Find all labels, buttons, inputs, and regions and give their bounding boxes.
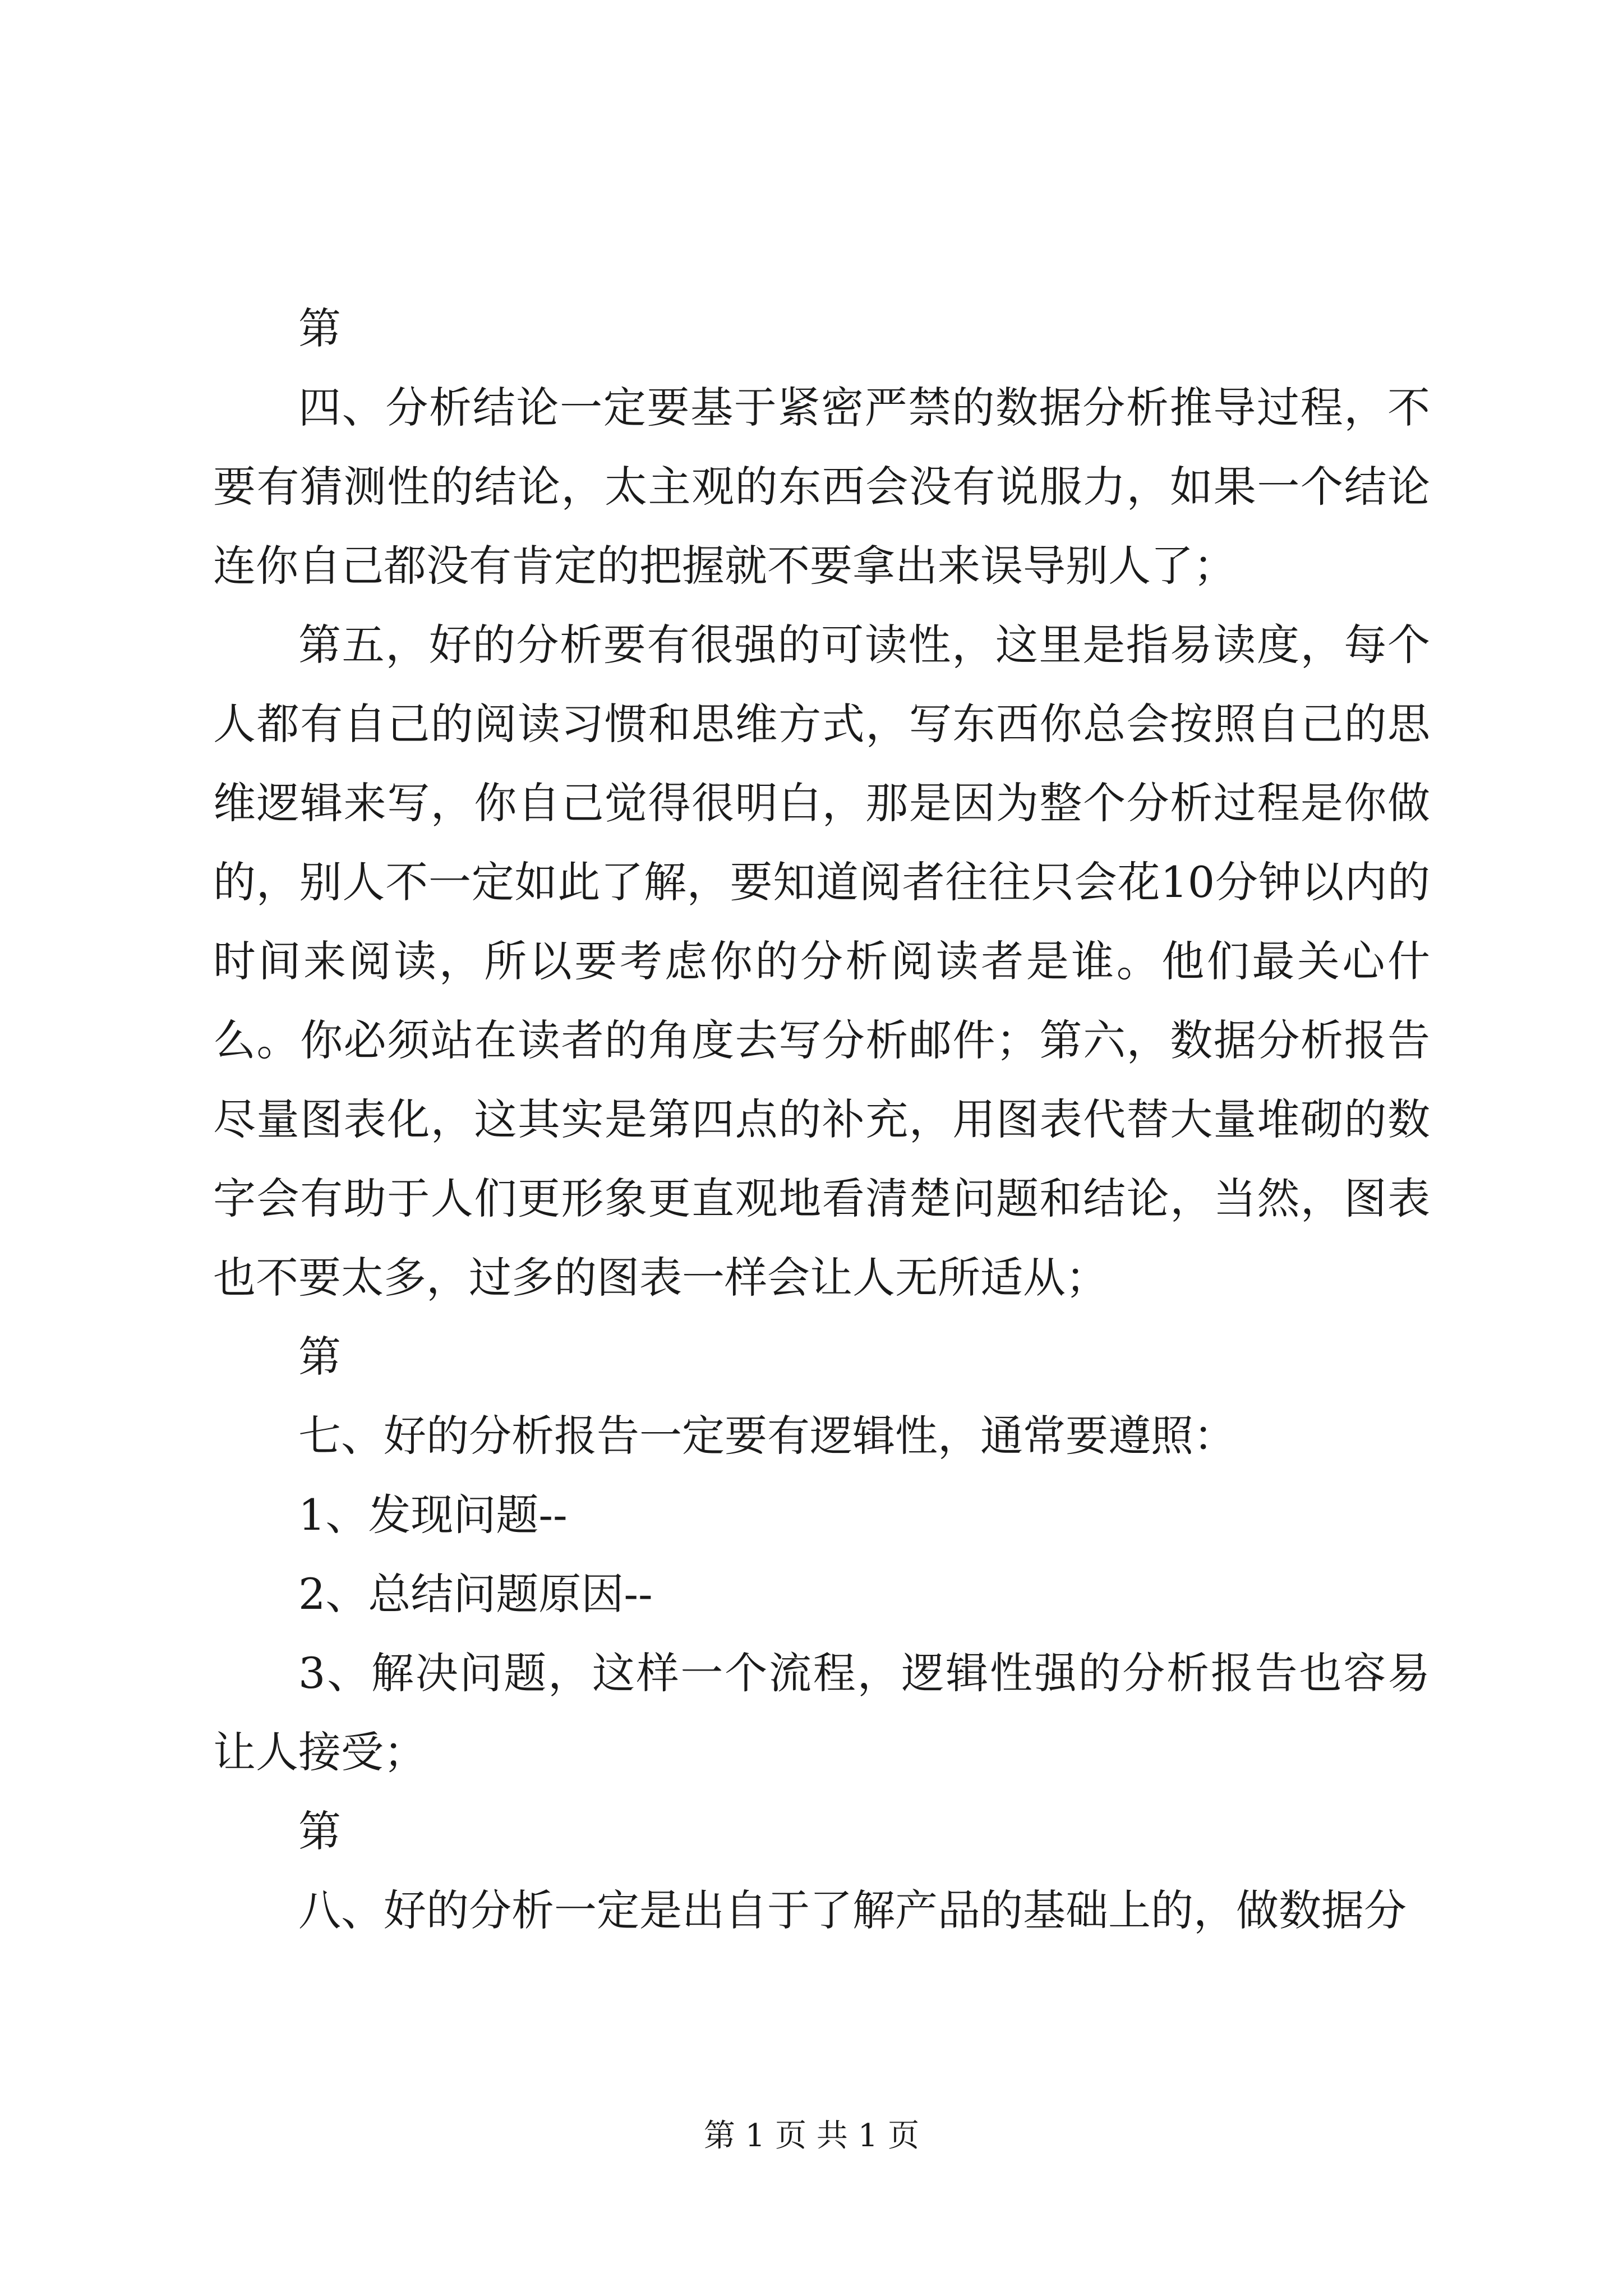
document-body bbox=[213, 289, 1430, 1950]
paragraph: 第五，好的分析要有很强的可读性，这里是指易读度，每个人都有自己的阅读习惯和思维方式，写东西你总会按照自己的思维逻辑来写，你自己觉得很明白，那是因为整个分析过程是你做的，别人不一定如此了解，要知道阅者往往只会花10分钟以内的时间来阅读，所以要考虑你的分析阅读者是谁。他们最关心什么。你必须站在读者的角度去写分析邮件；第六，数据分析报告尽量图表化，这其实是第四点的补充，用图表代替大量堆砌的数字会有助于人们更形象更直观地看清楚问题和结论，当然，图表也不要太多，过多的图表一样会让人无所适从； bbox=[213, 620, 1430, 1303]
paragraph: 2、总结问题原因-- bbox=[298, 1569, 653, 1619]
paragraph: 第 bbox=[298, 1332, 341, 1382]
paragraph: 八、好的分析一定是出自于了解产品的基础上的，做数据分 bbox=[298, 1885, 1407, 1935]
paragraph: 3、解决问题，这样一个流程，逻辑性强的分析报告也容易让人接受； bbox=[213, 1648, 1430, 1777]
paragraph: 七、好的分析报告一定要有逻辑性，通常要遵照： bbox=[298, 1411, 1236, 1461]
paragraph: 四、分析结论一定要基于紧密严禁的数据分析推导过程，不要有猜测性的结论，太主观的东西会没有说服力，如果一个结论连你自己都没有肯定的把握就不要拿出来误导别人了； bbox=[213, 383, 1430, 591]
paragraph: 1、发现问题-- bbox=[298, 1490, 568, 1540]
page-footer: 第 1 页 共 1 页 bbox=[703, 2118, 920, 2154]
paragraph: 第 bbox=[298, 1806, 341, 1856]
paragraph: 第 bbox=[298, 303, 341, 353]
